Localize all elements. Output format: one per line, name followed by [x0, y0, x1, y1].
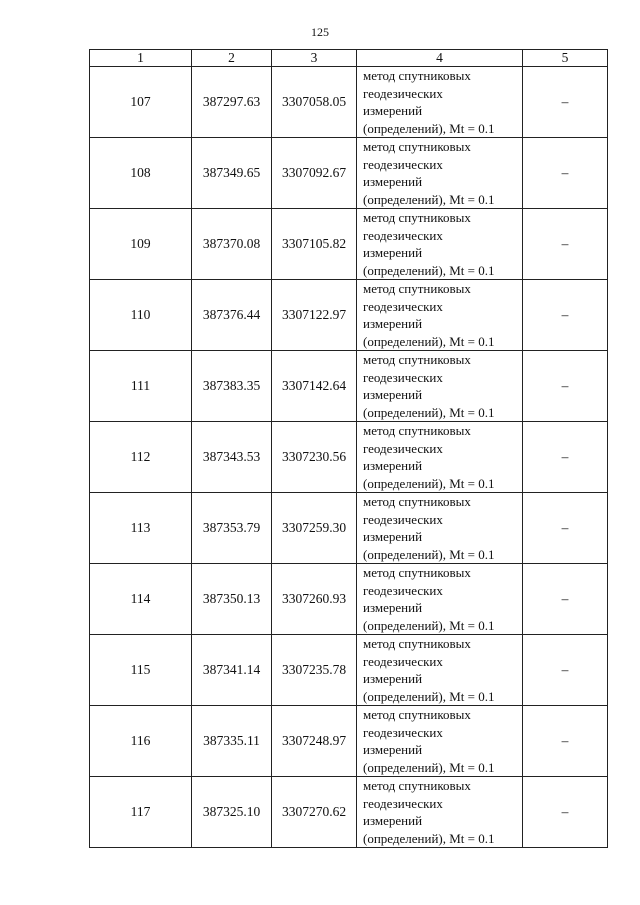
method-cell: метод спутниковых геодезических измерений (определений), Mt = 0.1 [357, 138, 523, 209]
note-cell: – [523, 280, 608, 351]
note-cell: – [523, 564, 608, 635]
y-coordinate-cell: 3307248.97 [272, 706, 357, 777]
y-coordinate-cell: 3307105.82 [272, 209, 357, 280]
point-number-cell: 111 [90, 351, 192, 422]
method-cell: метод спутниковых геодезических измерений (определений), Mt = 0.1 [357, 422, 523, 493]
x-coordinate-cell: 387370.08 [192, 209, 272, 280]
y-coordinate-cell: 3307260.93 [272, 564, 357, 635]
page-number: 125 [311, 25, 329, 39]
table-row [90, 564, 608, 635]
method-cell: метод спутниковых геодезических измерений (определений), Mt = 0.1 [357, 209, 523, 280]
x-coordinate-cell: 387353.79 [192, 493, 272, 564]
table-row [90, 138, 608, 209]
y-coordinate-cell: 3307235.78 [272, 635, 357, 706]
column-header: 1 [90, 50, 192, 67]
point-number-cell: 108 [90, 138, 192, 209]
column-header: 2 [192, 50, 272, 67]
method-cell: метод спутниковых геодезических измерений (определений), Mt = 0.1 [357, 706, 523, 777]
point-number-cell: 115 [90, 635, 192, 706]
y-coordinate-cell: 3307230.56 [272, 422, 357, 493]
method-cell: метод спутниковых геодезических измерений (определений), Mt = 0.1 [357, 777, 523, 848]
note-cell: – [523, 777, 608, 848]
x-coordinate-cell: 387350.13 [192, 564, 272, 635]
x-coordinate-cell: 387343.53 [192, 422, 272, 493]
note-cell: – [523, 635, 608, 706]
note-cell: – [523, 209, 608, 280]
table-row [90, 351, 608, 422]
point-number-cell: 117 [90, 777, 192, 848]
note-cell: – [523, 422, 608, 493]
method-cell: метод спутниковых геодезических измерений (определений), Mt = 0.1 [357, 635, 523, 706]
table-row [90, 67, 608, 138]
table-header-row [90, 50, 608, 67]
x-coordinate-cell: 387335.11 [192, 706, 272, 777]
x-coordinate-cell: 387349.65 [192, 138, 272, 209]
method-cell: метод спутниковых геодезических измерений (определений), Mt = 0.1 [357, 564, 523, 635]
point-number-cell: 116 [90, 706, 192, 777]
point-number-cell: 112 [90, 422, 192, 493]
table-row [90, 493, 608, 564]
y-coordinate-cell: 3307122.97 [272, 280, 357, 351]
point-number-cell: 110 [90, 280, 192, 351]
x-coordinate-cell: 387341.14 [192, 635, 272, 706]
note-cell: – [523, 67, 608, 138]
table-row [90, 280, 608, 351]
point-number-cell: 114 [90, 564, 192, 635]
table-row [90, 209, 608, 280]
point-number-cell: 109 [90, 209, 192, 280]
y-coordinate-cell: 3307142.64 [272, 351, 357, 422]
note-cell: – [523, 493, 608, 564]
method-cell: метод спутниковых геодезических измерений (определений), Mt = 0.1 [357, 493, 523, 564]
method-cell: метод спутниковых геодезических измерений (определений), Mt = 0.1 [357, 351, 523, 422]
y-coordinate-cell: 3307270.62 [272, 777, 357, 848]
y-coordinate-cell: 3307092.67 [272, 138, 357, 209]
column-header: 5 [523, 50, 608, 67]
x-coordinate-cell: 387325.10 [192, 777, 272, 848]
method-cell: метод спутниковых геодезических измерений (определений), Mt = 0.1 [357, 67, 523, 138]
note-cell: – [523, 138, 608, 209]
table-row [90, 706, 608, 777]
x-coordinate-cell: 387383.35 [192, 351, 272, 422]
y-coordinate-cell: 3307058.05 [272, 67, 357, 138]
table-row [90, 777, 608, 848]
table-row [90, 635, 608, 706]
note-cell: – [523, 706, 608, 777]
coordinates-table [89, 49, 608, 848]
note-cell: – [523, 351, 608, 422]
point-number-cell: 107 [90, 67, 192, 138]
x-coordinate-cell: 387376.44 [192, 280, 272, 351]
column-header: 3 [272, 50, 357, 67]
method-cell: метод спутниковых геодезических измерений (определений), Mt = 0.1 [357, 280, 523, 351]
column-header: 4 [357, 50, 523, 67]
point-number-cell: 113 [90, 493, 192, 564]
y-coordinate-cell: 3307259.30 [272, 493, 357, 564]
x-coordinate-cell: 387297.63 [192, 67, 272, 138]
table-row [90, 422, 608, 493]
